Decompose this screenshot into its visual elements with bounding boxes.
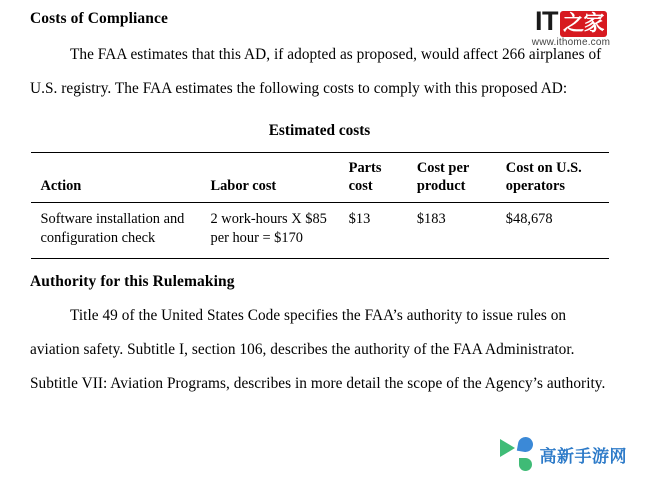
column-header-action: Action (40, 177, 82, 194)
paragraph-authority-text: Title 49 of the United States Code specifies the FAA’s authority to issue rules on aviation safety. Subtitle I, section 106, describes the authority of the FAA Administrator. Subtitle VII: Aviation Programs, describes in more detail the scope of the Agency’s authority. (30, 306, 606, 392)
logo-shape-arrow (500, 439, 515, 457)
cell-cost-per-product: $183 (416, 210, 446, 227)
ithome-logo (515, 8, 627, 35)
gaoxin-watermark (500, 437, 628, 471)
cell-labor-cost: 2 work-hours X $85 per hour = $170 (210, 210, 327, 246)
paragraph-costs-estimate-text: The FAA estimates that this AD, if adopted as proposed, would affect 266 airplanes of U.S. registry. The FAA estimates the following costs to comply with this proposed AD: (30, 46, 602, 97)
logo-shape-leaf (519, 458, 532, 471)
gaoxin-logo-icon (500, 437, 534, 471)
column-header-cost-per-product: Cost per product (416, 159, 469, 194)
ithome-url: www.ithome.com (531, 37, 611, 48)
column-header-labor-cost: Labor cost (210, 177, 277, 194)
ithome-logo-en: IT (535, 6, 558, 36)
table-header (31, 152, 609, 202)
ithome-logo-cn: 之家 (560, 11, 607, 37)
gaoxin-watermark-text: 高新手游网 (539, 446, 627, 466)
cell-action: Software installation and configuration check (40, 210, 185, 246)
estimated-costs-table (31, 152, 609, 259)
column-header-cost-on-us-operators: Cost on U.S. operators (505, 159, 582, 194)
cell-cost-on-us-operators: $48,678 (505, 210, 553, 227)
section-heading-costs-of-compliance: Costs of Compliance (30, 10, 168, 27)
table-body (31, 202, 609, 258)
section-heading-authority-for-this-rulemaking: Authority for this Rulemaking (30, 272, 235, 290)
cell-parts-cost: $13 (348, 210, 371, 227)
table-header-row (31, 152, 609, 202)
paragraph-authority (30, 299, 609, 401)
column-header-parts-cost: Parts cost (348, 159, 382, 194)
table-row (31, 202, 609, 258)
paragraph-costs-estimate (30, 38, 609, 106)
logo-shape-drop (516, 436, 533, 453)
table-caption: Estimated costs (268, 121, 371, 139)
ithome-watermark (515, 8, 627, 48)
